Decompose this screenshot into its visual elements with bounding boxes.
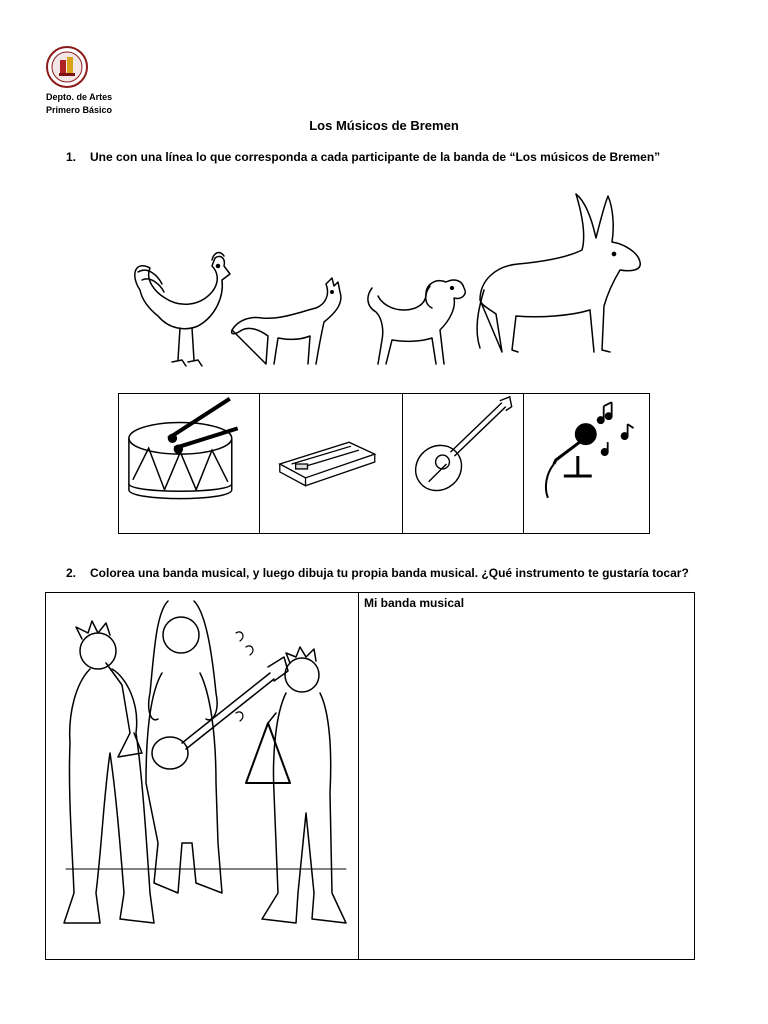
- question-2: [66, 566, 689, 580]
- worksheet-title: Los Músicos de Bremen: [309, 118, 459, 133]
- harmonica-icon: [260, 394, 401, 533]
- department-label: Depto. de Artes: [46, 92, 113, 102]
- question-2-text: Colorea una banda musical, y luego dibuja tu propia banda musical. ¿Qué instrumento te gustaría tocar?: [90, 566, 689, 580]
- rooster-drawing: [135, 253, 230, 366]
- department-info: [46, 91, 112, 117]
- my-band-label: Mi banda musical: [364, 596, 465, 610]
- instrument-cell-drum: [119, 394, 260, 533]
- instrument-cell-harmonica: [260, 394, 402, 533]
- band-coloring-drawing-area: [46, 593, 359, 959]
- question-1-text: Une con una línea lo que corresponda a cada participante de la banda de “Los músicos de Bremen”: [90, 150, 661, 164]
- question-2-number: 2.: [66, 566, 77, 580]
- dog-drawing: [368, 280, 465, 364]
- animals-row: [120, 180, 650, 380]
- instrument-cell-mandolin: [403, 394, 525, 533]
- guitar-player-drawing: [146, 601, 288, 893]
- grade-label: Primero Básico: [46, 105, 113, 115]
- mandolin-icon: [403, 394, 524, 533]
- instrument-cell-microphone: [524, 394, 649, 533]
- drum-icon: [119, 394, 259, 533]
- band-coloring-drawing: [46, 593, 358, 959]
- band-table: [45, 592, 695, 960]
- school-seal-logo: [46, 46, 88, 88]
- microphone-icon: [524, 394, 649, 533]
- instruments-row: [118, 393, 650, 534]
- question-1-number: 1.: [66, 150, 77, 164]
- cat-drawing: [232, 278, 341, 364]
- trumpet-player-drawing: [64, 621, 154, 923]
- my-band-drawing-area[interactable]: [359, 593, 694, 959]
- question-1: [66, 150, 660, 164]
- donkey-drawing: [477, 194, 640, 352]
